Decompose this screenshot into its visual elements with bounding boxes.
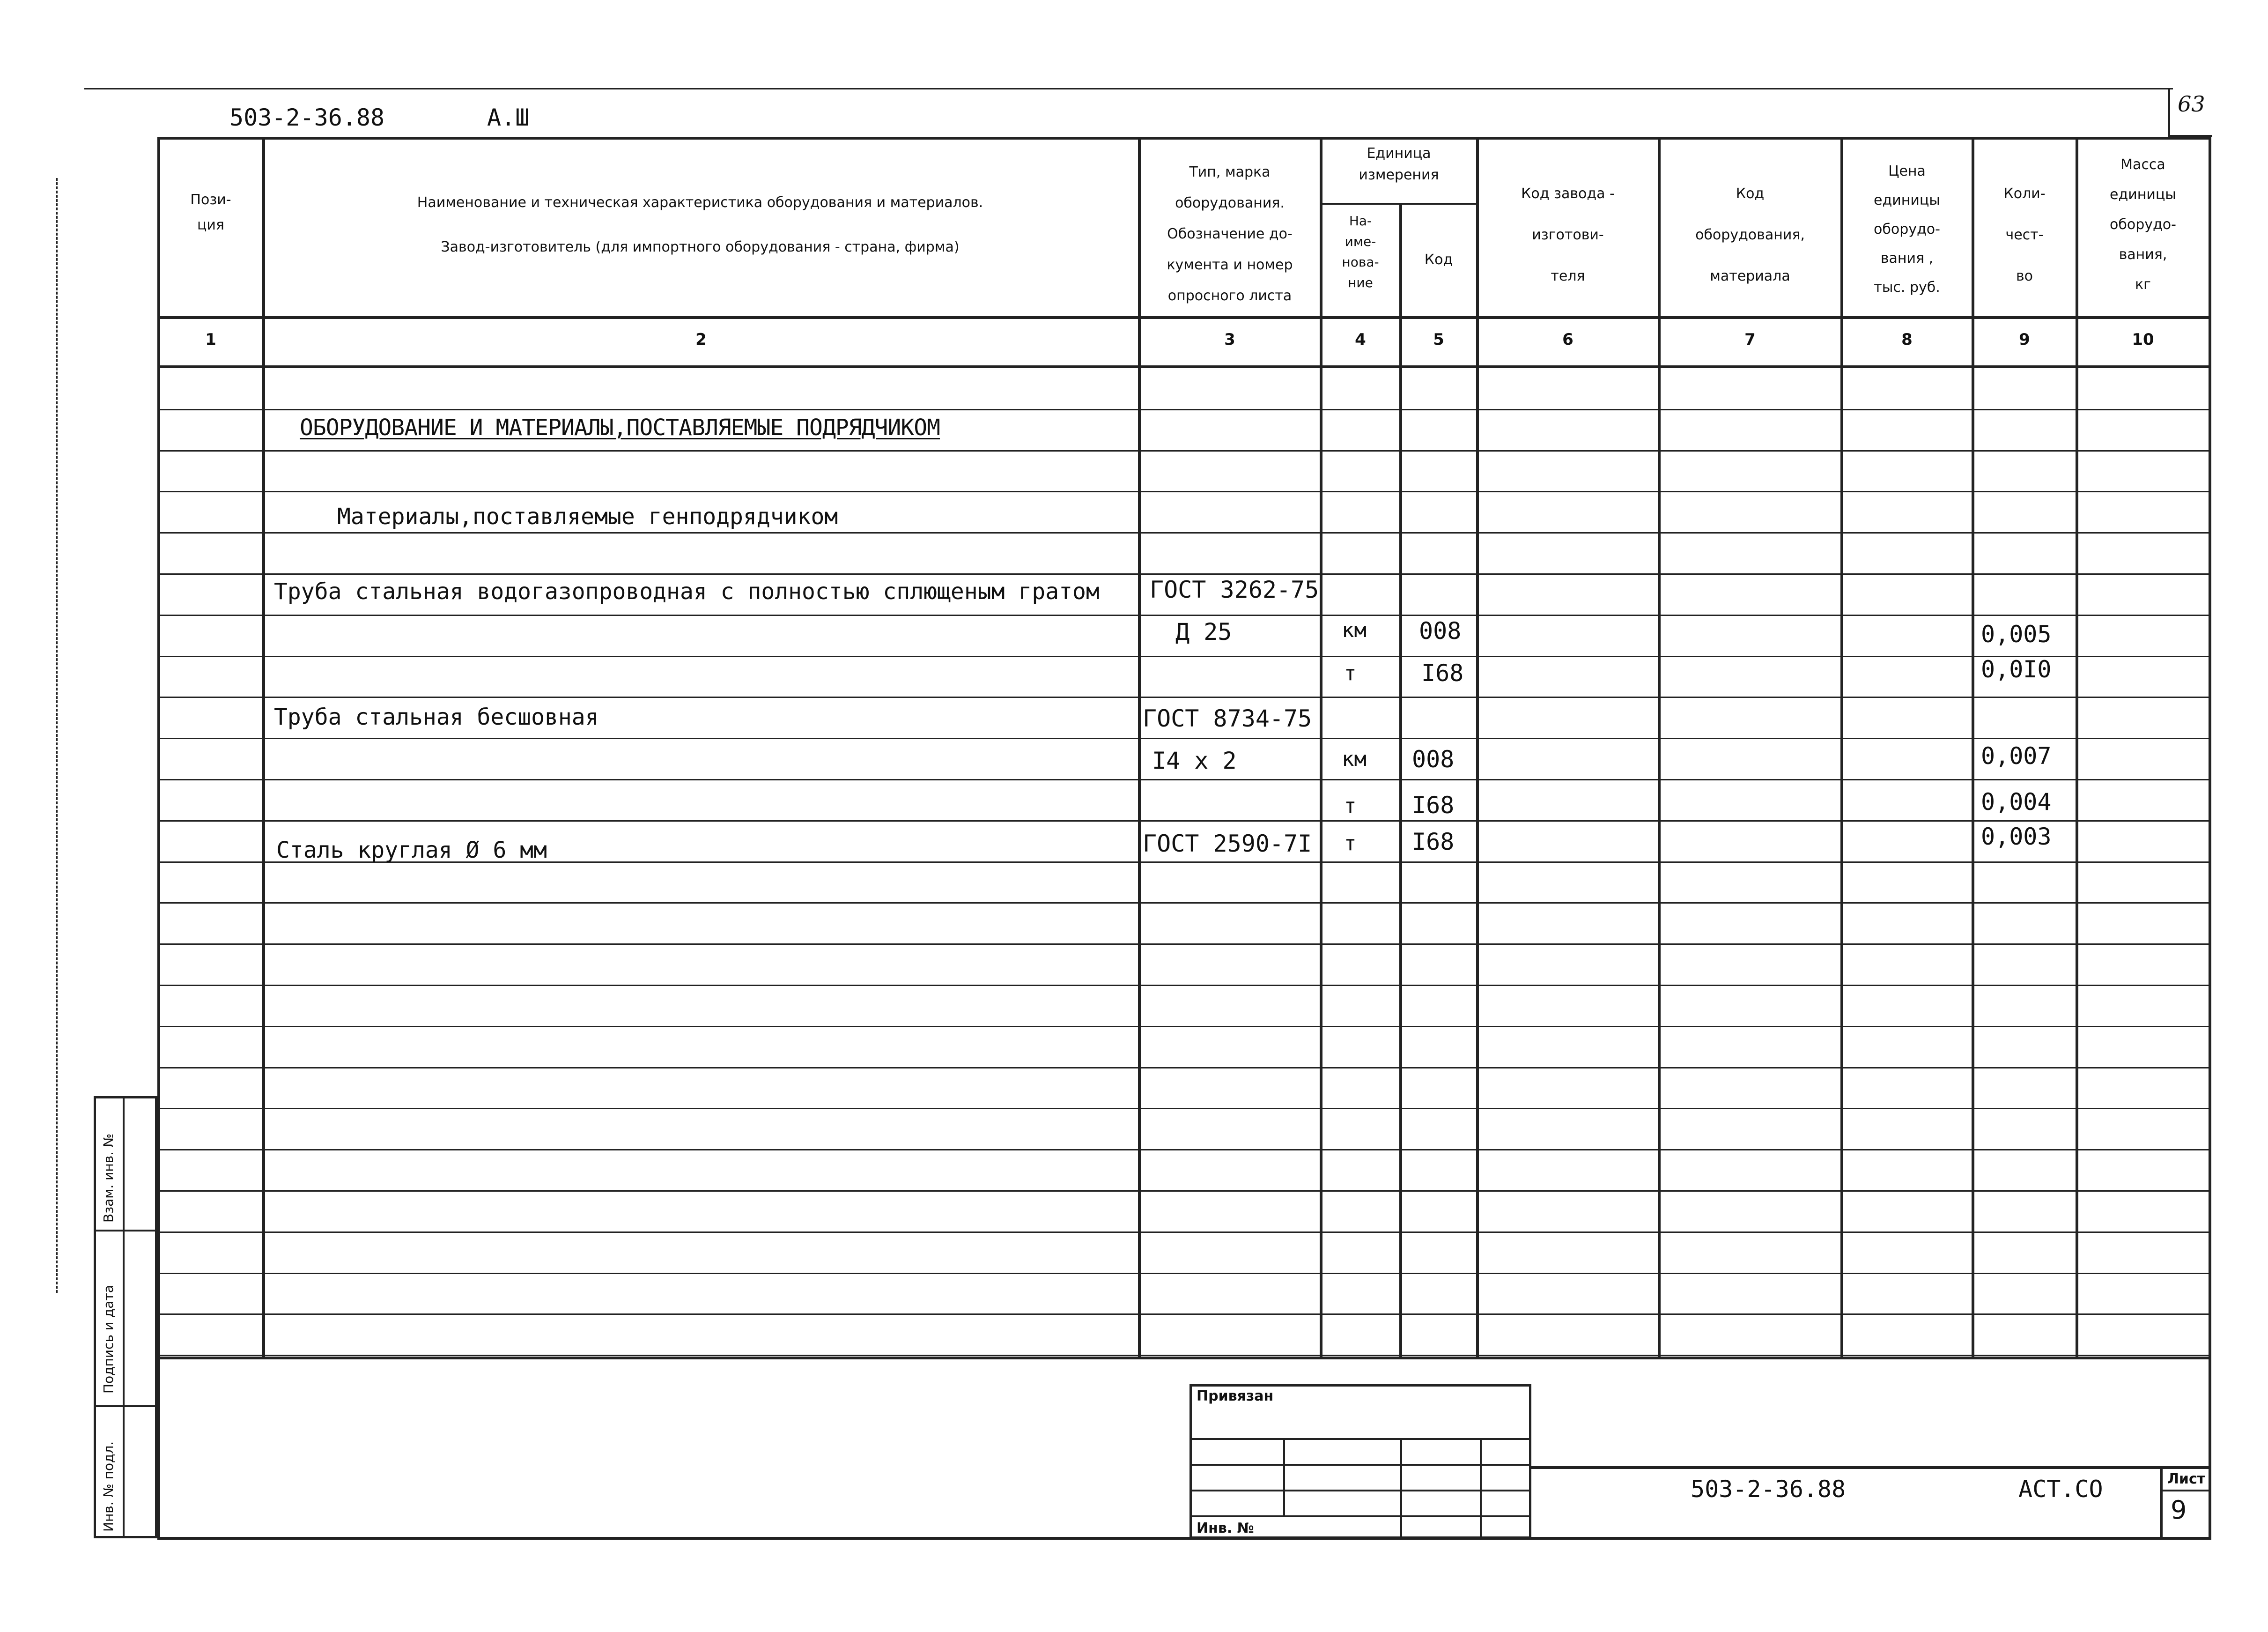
col-line-6 — [1658, 137, 1661, 1359]
bottom-stamp-frame — [157, 1359, 2211, 1540]
table-right-edge — [2209, 137, 2211, 1359]
row-line — [157, 409, 2211, 410]
row-line — [157, 1067, 2211, 1068]
sheet-box-line — [2160, 1490, 2211, 1491]
side-label-podpis: Подпись и дата — [101, 1285, 116, 1394]
header-col3: Тип, марка оборудования. Обозначение до- кумента и номер опросного листа — [1167, 164, 1293, 304]
colnum-bottom-line — [157, 365, 2211, 368]
col-line-5 — [1476, 137, 1479, 1359]
row-3-code: I68 — [1421, 660, 1464, 687]
side-stamp-line-1 — [94, 1230, 157, 1231]
side-label-vzam: Взам. инв. № — [101, 1133, 116, 1223]
row-line — [157, 450, 2211, 452]
top-rule — [84, 88, 2173, 89]
col-line-4 — [1399, 203, 1402, 1359]
row-2-qty: 0,005 — [1981, 621, 2052, 648]
colnum-5: 5 — [1433, 330, 1444, 349]
header-col8: Цена единицы оборудо- вания , тыс. руб. — [1874, 163, 1940, 296]
header-unit-group: Единица измерения — [1359, 145, 1439, 183]
section-title: ОБОРУДОВАНИЕ И МАТЕРИАЛЫ,ПОСТАВЛЯЕМЫЕ ПОДРЯДЧИКОМ — [300, 415, 940, 441]
header-col9: Коли- чест- во — [2003, 185, 2046, 284]
row-line — [157, 1108, 2211, 1109]
row-line — [157, 820, 2211, 822]
binding-margin — [56, 178, 58, 1293]
row-line — [157, 779, 2211, 780]
row-6-unit: т — [1344, 794, 1357, 818]
row-6-code: I68 — [1412, 792, 1455, 819]
sheet-box-divider — [2160, 1466, 2163, 1540]
sheet-number: 9 — [2171, 1495, 2187, 1525]
row-4-name: Труба стальная бесшовная — [274, 704, 599, 730]
row-line — [157, 532, 2211, 534]
header-bottom-line — [157, 316, 2211, 319]
row-7-doc: ГОСТ 2590-7I — [1143, 830, 1312, 857]
row-7-name: Сталь круглая Ø 6 мм — [276, 837, 547, 863]
unit-group-line — [1320, 203, 1476, 205]
row-line — [157, 1231, 2211, 1233]
row-7-qty: 0,003 — [1981, 823, 2052, 850]
row-line — [157, 491, 2211, 492]
side-stamp-line-2 — [94, 1405, 157, 1407]
row-3-qty: 0,0I0 — [1981, 656, 2052, 683]
header-col2: Наименование и техническая характеристика оборудования и материалов. Завод-изготовитель (для импортного оборудования - страна, фирма) — [417, 194, 983, 255]
row-2-code: 008 — [1419, 617, 1462, 645]
col-line-8 — [1972, 137, 1974, 1359]
row-line — [157, 1190, 2211, 1192]
row-2-doc: Д 25 — [1175, 618, 1232, 645]
colnum-8: 8 — [1901, 330, 1913, 349]
colnum-9: 9 — [2019, 330, 2030, 349]
row-line — [157, 573, 2211, 575]
sheet-label: Лист — [2167, 1471, 2206, 1487]
row-line — [157, 985, 2211, 986]
row-line — [157, 656, 2211, 657]
header-col7: Код оборудования, материала — [1695, 185, 1805, 284]
album-label: А.Ш — [487, 104, 530, 131]
col-line-7 — [1840, 137, 1843, 1359]
header-col5: Код — [1424, 252, 1453, 268]
colnum-7: 7 — [1744, 330, 1756, 349]
col-line-2 — [1138, 137, 1141, 1359]
stamp-mark: АСТ.СО — [2018, 1476, 2103, 1503]
row-line — [157, 1355, 2211, 1356]
privyazan-vline-1 — [1283, 1438, 1285, 1515]
row-line — [157, 1313, 2211, 1315]
stamp-doc-code: 503-2-36.88 — [1691, 1476, 1846, 1503]
row-7-code: I68 — [1412, 828, 1455, 855]
row-line — [157, 697, 2211, 698]
inv-no-label: Инв. № — [1197, 1520, 1254, 1536]
side-label-inv: Инв. № подл. — [101, 1441, 116, 1532]
colnum-10: 10 — [2132, 330, 2154, 349]
row-4-doc: ГОСТ 8734-75 — [1143, 705, 1312, 732]
colnum-1: 1 — [205, 330, 216, 349]
doc-code-top: 503-2-36.88 — [229, 104, 385, 131]
page-number: 63 — [2178, 91, 2205, 117]
header-col4: На- име- нова- ние — [1342, 213, 1379, 290]
colnum-3: 3 — [1224, 330, 1235, 349]
row-line — [157, 738, 2211, 739]
col-line-9 — [2076, 137, 2078, 1359]
row-6-qty: 0,004 — [1981, 788, 2052, 816]
row-1-doc: ГОСТ 3262-75 — [1150, 576, 1319, 603]
row-1-name: Труба стальная водогазопроводная с полностью сплющеным гратом — [274, 579, 1100, 605]
row-5-doc: I4 x 2 — [1152, 747, 1237, 774]
row-5-code: 008 — [1412, 746, 1455, 773]
row-5-qty: 0,007 — [1981, 742, 2052, 770]
col-line-3 — [1320, 137, 1322, 1359]
row-line — [157, 943, 2211, 945]
subsection-title: Материалы,поставляемые генподрядчиком — [337, 504, 838, 530]
row-line — [157, 615, 2211, 616]
header-col6: Код завода - изготови- теля — [1521, 185, 1615, 284]
row-5-unit: км — [1342, 747, 1367, 771]
col-line-1 — [262, 137, 265, 1359]
row-7-unit: т — [1344, 831, 1357, 855]
row-line — [157, 1149, 2211, 1150]
stamp-code-line — [1531, 1466, 2211, 1469]
header-col10: Масса единицы оборудо- вания, кг — [2110, 156, 2176, 293]
side-stamp-divider — [123, 1096, 125, 1538]
privyazan-label: Привязан — [1197, 1388, 1274, 1404]
row-3-unit: т — [1344, 661, 1357, 685]
colnum-2: 2 — [695, 330, 707, 349]
row-line — [157, 1273, 2211, 1274]
privyazan-vline-2 — [1400, 1438, 1402, 1539]
header-col1: Пози- ция — [190, 192, 231, 233]
privyazan-vline-3 — [1480, 1438, 1482, 1539]
row-line — [157, 902, 2211, 904]
row-2-unit: км — [1342, 618, 1367, 642]
row-line — [157, 1026, 2211, 1027]
colnum-6: 6 — [1562, 330, 1574, 349]
colnum-4: 4 — [1355, 330, 1366, 349]
